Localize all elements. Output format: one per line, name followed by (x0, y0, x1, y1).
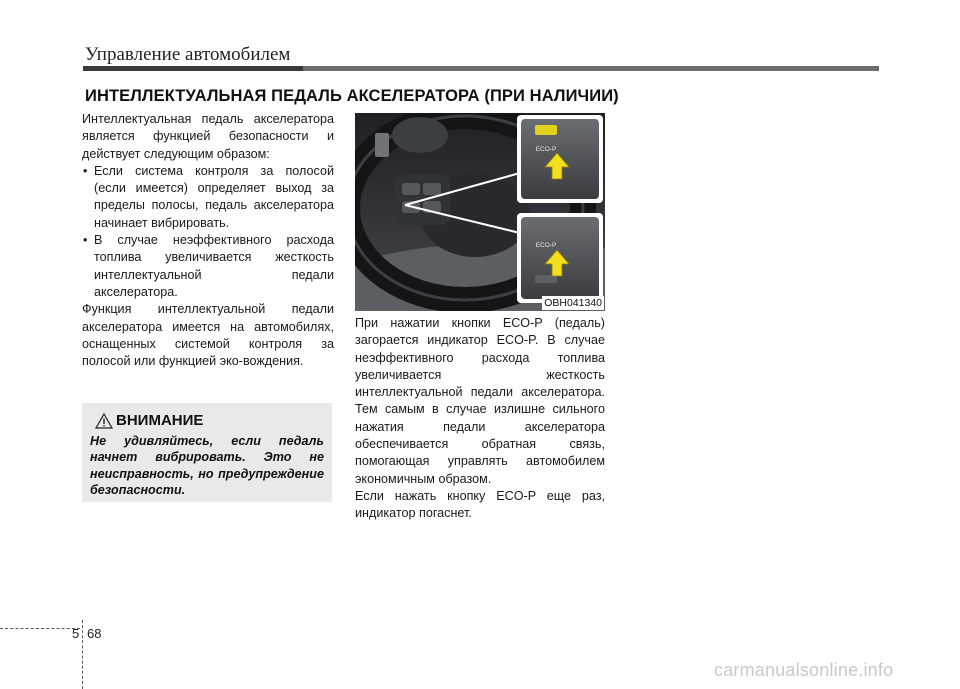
figure-code: OBH041340 (544, 297, 602, 309)
footer-rule (0, 628, 80, 629)
bullet-icon: • (83, 233, 88, 248)
right-column (355, 315, 605, 523)
steering-wheel-illustration (355, 113, 605, 311)
bullet-icon: • (83, 163, 88, 178)
intro-paragraph: Интеллектуальная педаль акселератора является функцией безопасности и действует следующим образом: (82, 112, 334, 161)
warning-text: Не удивляйтесь, если педаль начнет вибрировать. Это не неисправность, но предупреждение безопасности. (90, 434, 324, 498)
warning-title: ВНИМАНИЕ (116, 412, 204, 429)
section-title: ИНТЕЛЛЕКТУАЛЬНАЯ ПЕДАЛЬ АКСЕЛЕРАТОРА (ПРИ НАЛИЧИИ) (85, 87, 619, 105)
left-column (82, 111, 334, 370)
header-rule (83, 66, 879, 71)
list-item: • Если система контроля за полосой (если имеется) определяет выход за пределы полосы, педаль акселератора начинает вибрировать. (82, 163, 334, 232)
eco-p-off-paragraph: Если нажать кнопку ECO-P еще раз, индикатор погаснет. (355, 488, 605, 521)
chapter-number: 5 (72, 626, 80, 641)
footer-divider (82, 620, 83, 689)
warning-triangle-icon (95, 413, 113, 429)
eco-p-button-label: ECO-P (535, 242, 557, 249)
running-header: Управление автомобилем (85, 44, 291, 65)
list-item: • В случае неэффективного расхода топлива увеличивается жесткость интеллектуальной педали акселератора. (82, 232, 334, 301)
watermark: carmanualsonline.info (714, 660, 894, 680)
warning-box (82, 403, 332, 502)
eco-p-paragraph: При нажатии кнопки ECO-P (педаль) загорается индикатор ECO-P. В случае неэффективного расхода топлива увеличивается жесткость интеллектуальной педали акселератора. Тем самым в случае излишне сильного нажатия педали акселератора обеспечивается обратная связь, помогающая управлять автомобилем экономичным образом. (355, 316, 605, 486)
page-number: 68 (87, 626, 102, 641)
eco-p-button-label: ECO-P (535, 146, 557, 153)
availability-paragraph: Функция интеллектуальной педали акселератора имеется на автомобилях, оснащенных системой контроля за полосой или функцией эко-вождения. (82, 302, 334, 369)
steering-wheel-figure (355, 113, 605, 311)
